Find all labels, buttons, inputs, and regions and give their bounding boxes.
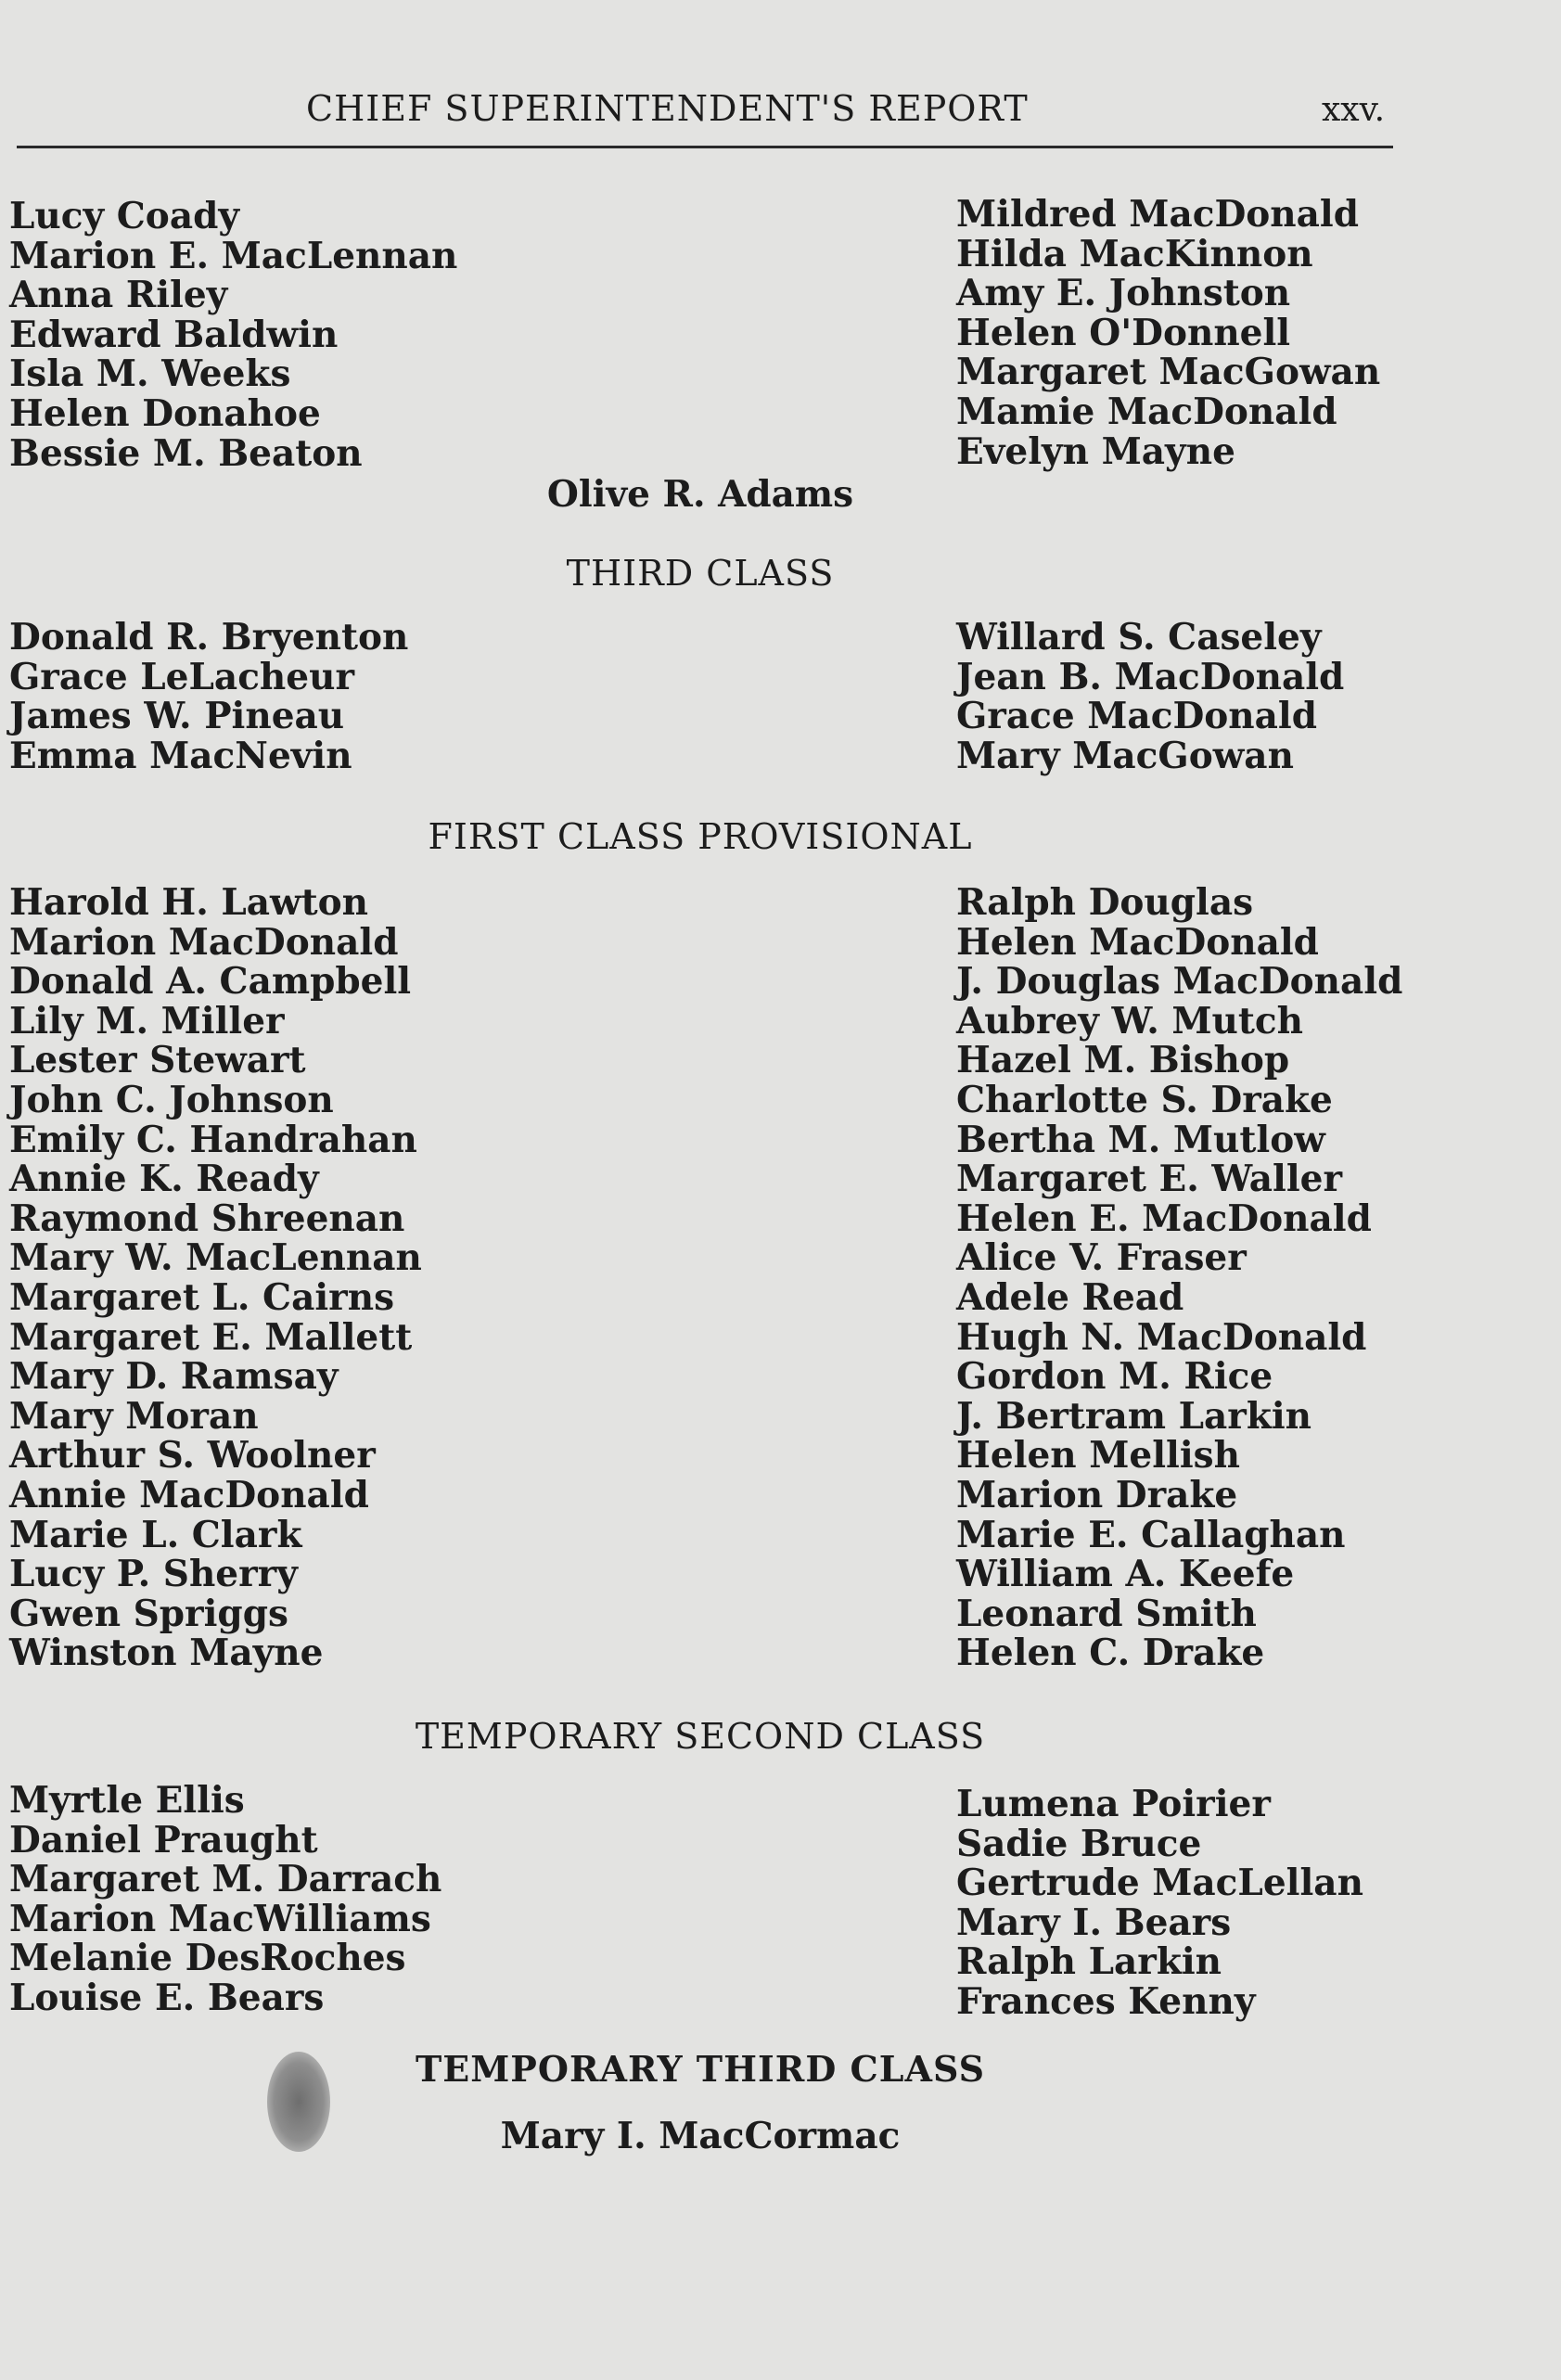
list-item-name: Donald R. Bryenton [9, 616, 409, 659]
list-item-name: Helen C. Drake [956, 1631, 1265, 1675]
list-item-name: Mary I. Bears [956, 1900, 1232, 1944]
page-number: xxv. [1322, 91, 1386, 129]
list-item-name: Arthur S. Woolner [9, 1434, 376, 1478]
list-item-name: Helen Donahoe [9, 391, 321, 435]
header-rule [17, 146, 1393, 148]
list-item-name: Marion E. MacLennan [9, 234, 458, 277]
list-item-name: Lucy P. Sherry [9, 1553, 298, 1596]
list-item-name: Leonard Smith [956, 1592, 1257, 1635]
list-item-name: Evelyn Mayne [956, 429, 1235, 473]
list-item-name: Grace MacDonald [956, 695, 1317, 738]
list-item-name: Amy E. Johnston [956, 272, 1291, 315]
list-item-name: Hazel M. Bishop [956, 1039, 1290, 1082]
list-item-name: Ralph Douglas [956, 881, 1254, 924]
first-class-provisional-heading: FIRST CLASS PROVISIONAL [428, 816, 973, 857]
list-item-name: Mary W. MacLennan [9, 1236, 422, 1280]
third-class-right-names [956, 618, 1344, 775]
list-item-name: Winston Mayne [9, 1631, 324, 1675]
list-item-name: Lester Stewart [9, 1039, 306, 1082]
first-class-provisional-right-names [956, 883, 1402, 1673]
list-item-name: Lily M. Miller [9, 999, 285, 1043]
list-item-name: William A. Keefe [956, 1553, 1295, 1596]
list-item-name: Louise E. Bears [9, 1976, 325, 2019]
temporary-third-class-name: Mary I. MacCormac [500, 2115, 901, 2157]
running-head: CHIEF SUPERINTENDENT'S REPORT [306, 88, 1029, 129]
temporary-second-class-right-names [956, 1785, 1363, 2022]
list-item-name: Marion MacDonald [9, 920, 399, 964]
third-class-left-names [9, 618, 408, 775]
list-item-name: Frances Kenny [956, 1979, 1256, 2023]
list-item-name: Isla M. Weeks [9, 352, 291, 396]
list-item-name: Helen E. MacDonald [956, 1196, 1372, 1240]
list-item-name: Marie E. Callaghan [956, 1513, 1346, 1556]
list-item-name: Grace LeLacheur [9, 655, 355, 698]
list-item-name: Mary Moran [9, 1394, 259, 1438]
list-item-name: Marie L. Clark [9, 1513, 302, 1556]
list-item-name: Charlotte S. Drake [956, 1078, 1333, 1121]
list-item-name: Annie MacDonald [9, 1473, 369, 1516]
list-item-name: Marion Drake [956, 1473, 1238, 1516]
list-item-name: Anna Riley [9, 274, 228, 317]
list-item-name: Gordon M. Rice [956, 1355, 1273, 1399]
list-item-name: Helen MacDonald [956, 920, 1319, 964]
temporary-second-class-left-names [9, 1781, 441, 2018]
list-item-name: Ralph Larkin [956, 1940, 1222, 1984]
list-item-name: Marion MacWilliams [9, 1897, 431, 1940]
list-item-name: Emma MacNevin [9, 734, 352, 777]
list-item-name: Margaret E. Waller [956, 1158, 1343, 1201]
list-item-name: J. Bertram Larkin [956, 1394, 1312, 1438]
list-item-name: Margaret L. Cairns [9, 1275, 395, 1319]
list-item-name: Sadie Bruce [956, 1822, 1202, 1865]
list-item-name: Jean B. MacDonald [956, 655, 1345, 698]
list-item-name: Edward Baldwin [9, 313, 339, 356]
list-item-name: Bessie M. Beaton [9, 431, 363, 475]
first-class-provisional-left-names [9, 883, 422, 1673]
list-item-name: Mildred MacDonald [956, 193, 1360, 236]
list-item-name: Willard S. Caseley [956, 616, 1322, 659]
list-item-name: J. Douglas MacDonald [956, 960, 1403, 1004]
list-item-name: Mamie MacDonald [956, 390, 1337, 433]
list-item-name: Daniel Praught [9, 1818, 318, 1862]
list-item-name: John C. Johnson [9, 1078, 334, 1121]
list-item-name: Hilda MacKinnon [956, 232, 1313, 275]
list-item-name: Helen Mellish [956, 1434, 1240, 1478]
list-item-name: Mary D. Ramsay [9, 1355, 339, 1399]
list-item-name: Alice V. Fraser [956, 1236, 1247, 1280]
list-item-name: Margaret E. Mallett [9, 1315, 413, 1359]
list-item-name: Donald A. Campbell [9, 960, 412, 1004]
list-item-name: Gertrude MacLellan [956, 1862, 1363, 1905]
list-item-name: Lucy Coady [9, 195, 240, 237]
list-item-name: Emily C. Handrahan [9, 1118, 417, 1161]
list-item-name: Bertha M. Mutlow [956, 1118, 1325, 1161]
list-item-name: Myrtle Ellis [9, 1779, 245, 1822]
list-item-name: Melanie DesRoches [9, 1937, 406, 1980]
list-item-name: Mary MacGowan [956, 734, 1294, 777]
list-item-name: Helen O'Donnell [956, 311, 1291, 354]
temporary-second-class-heading: TEMPORARY SECOND CLASS [415, 1716, 986, 1757]
top-right-names [956, 195, 1380, 471]
list-item-name: James W. Pineau [9, 695, 345, 738]
third-class-heading: THIRD CLASS [566, 553, 835, 594]
list-item-name: Raymond Shreenan [9, 1196, 405, 1240]
list-item-name: Margaret MacGowan [956, 351, 1381, 394]
list-item-name: Annie K. Ready [9, 1158, 319, 1201]
list-item-name: Lumena Poirier [956, 1783, 1271, 1825]
top-centered-name: Olive R. Adams [546, 473, 854, 516]
list-item-name: Harold H. Lawton [9, 881, 368, 924]
list-item-name: Margaret M. Darrach [9, 1858, 442, 1901]
list-item-name: Adele Read [956, 1275, 1184, 1319]
top-left-names [9, 197, 457, 473]
list-item-name: Aubrey W. Mutch [956, 999, 1304, 1043]
temporary-third-class-heading: TEMPORARY THIRD CLASS [415, 2048, 986, 2090]
list-item-name: Gwen Spriggs [9, 1592, 288, 1635]
list-item-name: Hugh N. MacDonald [956, 1315, 1367, 1359]
